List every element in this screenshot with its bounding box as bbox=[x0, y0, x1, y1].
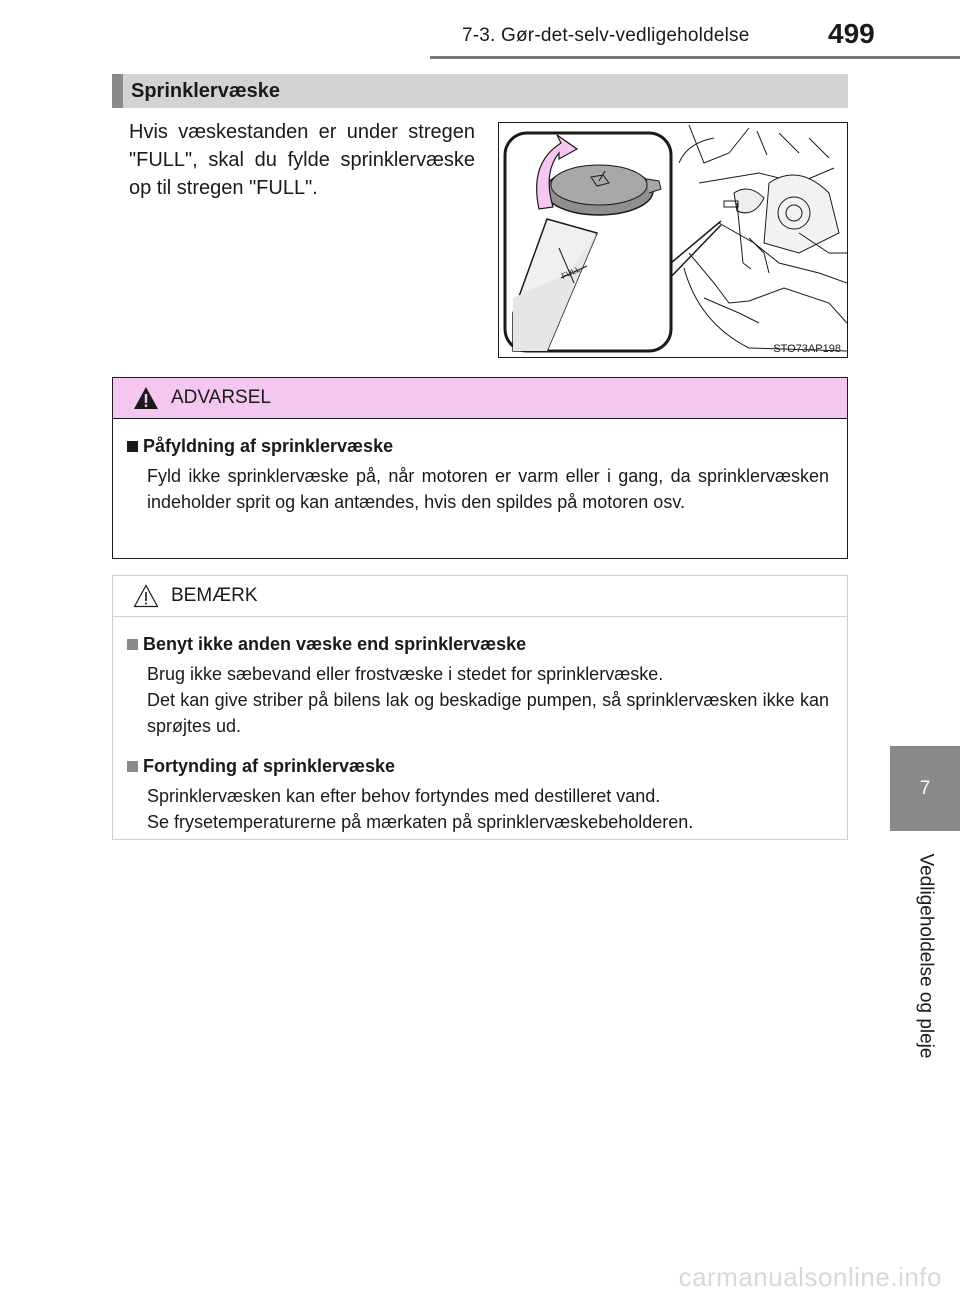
notice-item bbox=[113, 756, 847, 835]
callout-line bbox=[671, 221, 721, 263]
warning-item-title-text: Påfyldning af sprinklervæske bbox=[143, 436, 394, 456]
chapter-side-label-text: Vedligeholdelse og pleje bbox=[915, 853, 937, 1059]
notice-item-line: Sprinklervæsken kan efter behov fortyndes med destilleret vand. bbox=[147, 786, 661, 806]
notice-item-title-text: Fortynding af sprinklervæske bbox=[143, 756, 396, 776]
header-rule bbox=[430, 56, 960, 59]
section-heading-text: Sprinklervæske bbox=[131, 79, 280, 102]
notice-triangle-icon bbox=[133, 584, 159, 608]
notice-label: BEMÆRK bbox=[171, 585, 258, 606]
notice-item-line: Se frysetemperaturerne på mærkaten på sprinklervæskebeholderen. bbox=[147, 812, 694, 832]
notice-item-title-text: Benyt ikke anden væske end sprinklervæske bbox=[143, 634, 527, 654]
intro-paragraph: Hvis væskestanden er under stregen "FULL", skal du fylde sprinklervæske op til stregen "FULL". bbox=[129, 121, 475, 199]
square-bullet-icon bbox=[127, 639, 138, 650]
notice-item-line: Brug ikke sæbevand eller frostvæske i stedet for sprinklervæske. bbox=[147, 664, 664, 684]
notice-item-line: Det kan give striber på bilens lak og beskadige pumpen, så sprinklervæsken ikke kan sprøjtes ud. bbox=[147, 690, 829, 736]
notice-item-title bbox=[127, 634, 829, 655]
chapter-section-title: 7-3. Gør-det-selv-vedligeholdelse bbox=[462, 25, 750, 46]
page-number: 499 bbox=[828, 18, 875, 49]
warning-item-title bbox=[127, 436, 829, 457]
figure-code: STO73AP198 bbox=[773, 343, 841, 355]
notice-item-title bbox=[127, 756, 829, 777]
square-bullet-icon bbox=[127, 441, 138, 452]
callout-line bbox=[665, 225, 721, 283]
warning-triangle-icon bbox=[133, 386, 159, 410]
warning-box bbox=[112, 377, 848, 559]
warning-header bbox=[113, 378, 847, 419]
washer-reservoir-illustration bbox=[499, 123, 847, 357]
chapter-number: 7 bbox=[919, 777, 931, 799]
notice-box bbox=[112, 575, 848, 840]
warning-item-text: Fyld ikke sprinklervæske på, når motoren er varm eller i gang, da sprinklervæsken indeholder sprit og kan antændes, hvis den spildes på motoren osv. bbox=[147, 466, 829, 512]
chapter-tab bbox=[890, 746, 960, 831]
notice-item-text bbox=[147, 661, 829, 739]
watermark: carmanualsonline.info bbox=[678, 1262, 942, 1292]
section-heading bbox=[112, 74, 848, 108]
notice-item bbox=[113, 634, 847, 739]
chapter-side-label bbox=[890, 832, 960, 1080]
full-mark-label: FULL bbox=[560, 264, 582, 281]
engine-bay-drawing bbox=[679, 125, 847, 351]
square-bullet-icon bbox=[127, 761, 138, 772]
warning-item bbox=[113, 436, 847, 515]
washer-fluid-figure bbox=[498, 122, 848, 358]
warning-label: ADVARSEL bbox=[171, 387, 271, 408]
notice-header bbox=[113, 576, 847, 617]
notice-item-text bbox=[147, 783, 829, 835]
